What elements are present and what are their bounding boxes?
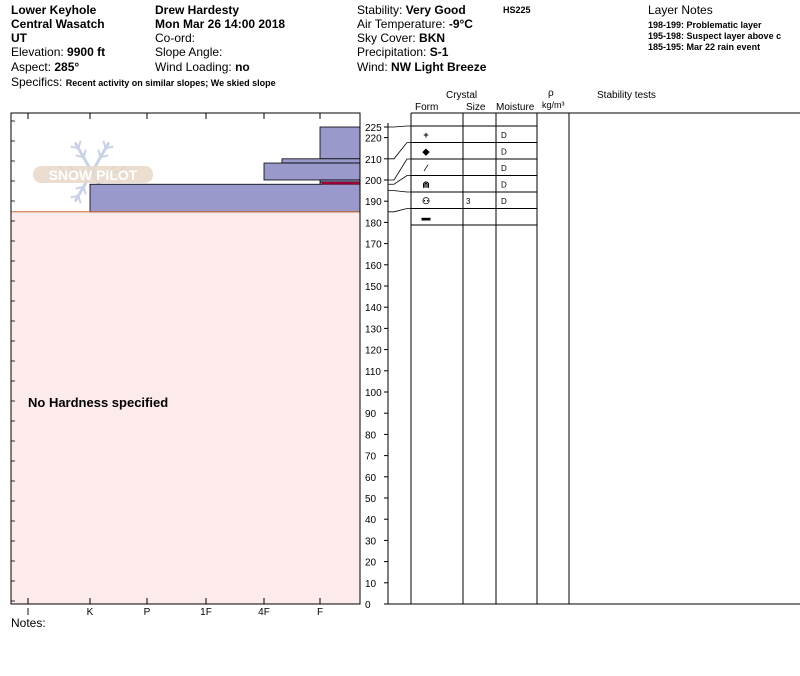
height-tick-label: 180 <box>365 218 382 230</box>
layer-connector-line <box>388 209 411 212</box>
layer-note: 198-199: Problematic layer <box>648 20 762 30</box>
height-tick-label: 160 <box>365 260 382 272</box>
height-tick-label: 90 <box>365 409 377 421</box>
height-tick-label: 40 <box>365 515 377 527</box>
mountain-range: Central Wasatch <box>11 17 105 31</box>
precipitation: Precipitation: S-1 <box>357 45 449 59</box>
wind-loading: Wind Loading: no <box>155 60 250 74</box>
height-tick-label: 20 <box>365 557 377 569</box>
hardness-layer <box>320 127 360 159</box>
snowflake-branch <box>78 141 80 149</box>
layer-connector-line <box>388 191 411 192</box>
height-tick-label: 150 <box>365 282 382 293</box>
air-temperature: Air Temperature: -9°C <box>357 17 473 31</box>
height-tick-label: 50 <box>365 494 377 505</box>
grain-moisture: D <box>501 147 507 157</box>
height-tick-label: 190 <box>365 197 382 209</box>
height-tick-label: 0 <box>365 600 371 611</box>
grain-size: 3 <box>466 197 471 206</box>
location-name: Lower Keyhole <box>11 3 97 17</box>
height-tick-label: 10 <box>365 578 377 590</box>
height-tick-label: 220 <box>365 133 382 145</box>
density-symbol: ρ <box>548 88 554 99</box>
state: UT <box>11 31 27 45</box>
hs-value: HS225 <box>503 5 531 15</box>
layer-connector-line <box>388 159 411 180</box>
form-header: Form <box>415 102 439 113</box>
watermark-text: SNOW PILOT <box>48 167 138 183</box>
hardness-tick-label: I <box>26 607 30 618</box>
grain-form-icon: ⋒ <box>422 179 430 190</box>
grain-moisture: D <box>501 131 507 140</box>
hardness-tick-label: 1F <box>200 607 212 618</box>
layer-note: 195-198: Suspect layer above c <box>648 31 782 41</box>
hardness-layer <box>90 184 360 212</box>
aspect: Aspect: 285° <box>11 60 80 74</box>
height-tick-label: 120 <box>365 345 382 357</box>
sky-cover: Sky Cover: BKN <box>357 31 446 45</box>
observer: Drew Hardesty <box>155 3 240 17</box>
hardness-tick-label: P <box>143 607 151 618</box>
height-tick-label: 170 <box>365 239 382 251</box>
grain-moisture: D <box>501 180 507 190</box>
grain-form-icon: + <box>423 130 429 140</box>
size-header: Size <box>466 102 486 113</box>
layer-notes-title: Layer Notes <box>648 3 713 17</box>
snowflake-branch <box>84 150 86 158</box>
layer-connector-line <box>388 143 411 159</box>
stability: Stability: Very Good <box>357 3 466 17</box>
moisture-header: Moisture <box>496 102 535 113</box>
elevation: Elevation: 9900 ft <box>11 45 106 59</box>
stability-tests-header: Stability tests <box>597 90 656 101</box>
hardness-layer <box>282 159 360 163</box>
snowflake-branch <box>78 196 80 204</box>
hardness-tick-label: F <box>316 607 324 618</box>
slope-angle: Slope Angle: <box>155 45 223 59</box>
coord: Co-ord: <box>155 31 196 45</box>
grain-form-icon: ◆ <box>422 146 430 157</box>
grain-form-icon: ⚇ <box>421 196 431 206</box>
height-tick-label: 225 <box>365 123 382 134</box>
datetime: Mon Mar 26 14:00 2018 <box>155 17 286 31</box>
height-tick-label: 140 <box>365 303 382 315</box>
height-tick-label: 110 <box>365 366 381 378</box>
no-hardness-message: No Hardness specified <box>28 395 169 410</box>
wind: Wind: NW Light Breeze <box>357 60 487 74</box>
height-tick-label: 60 <box>365 472 377 484</box>
grain-form-icon: ∕ <box>425 163 427 173</box>
height-tick-label: 80 <box>365 430 377 442</box>
hardness-tick-label: 4F <box>258 607 270 618</box>
height-tick-label: 130 <box>365 324 382 336</box>
grain-form-icon: ▬ <box>421 212 431 223</box>
hardness-layer <box>264 163 360 180</box>
height-tick-label: 200 <box>365 176 382 187</box>
hardness-tick-label: K <box>86 607 94 618</box>
layer-note: 185-195: Mar 22 rain event <box>648 42 761 52</box>
snowflake-branch <box>103 141 105 149</box>
grain-moisture: D <box>501 164 507 173</box>
height-tick-label: 70 <box>365 451 377 463</box>
height-tick-label: 30 <box>365 536 377 548</box>
snowflake-branch <box>84 187 86 195</box>
grain-moisture: D <box>501 197 507 206</box>
height-tick-label: 100 <box>365 388 382 399</box>
height-tick-label: 210 <box>365 154 382 166</box>
crystal-header: Crystal <box>446 90 478 101</box>
snowflake-branch <box>98 150 100 158</box>
layer-connector-line <box>388 126 411 127</box>
density-unit: kg/m³ <box>542 100 565 110</box>
notes-label: Notes: <box>11 616 46 630</box>
specifics: Specifics: Recent activity on similar slopes; We skied slope <box>11 75 276 89</box>
